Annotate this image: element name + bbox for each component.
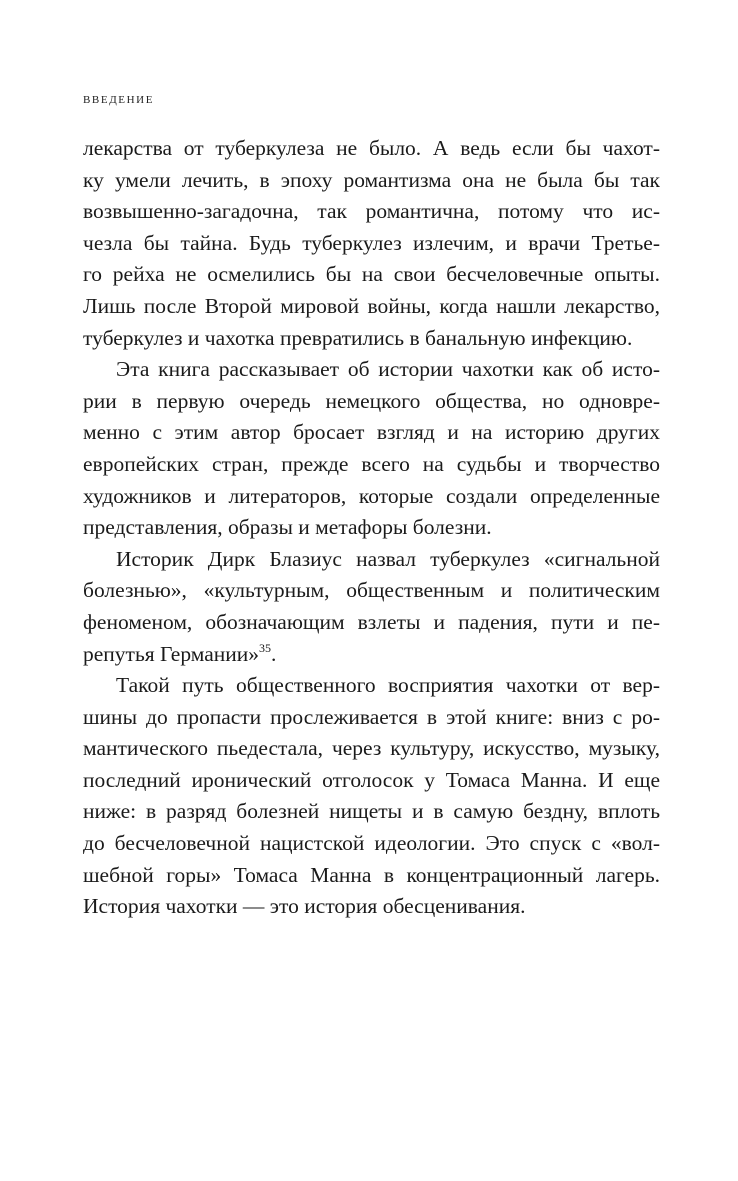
text-line: чезла бы тайна. Будь туберкулез излечим, и врачи Третье-: [83, 230, 660, 255]
paragraph-1: [83, 133, 660, 354]
text-line: ниже: в разряд болезней нищеты и в самую бездну, вплоть: [83, 799, 660, 824]
text-line: феноменом, обозначающим взлеты и падения, пути и пе-: [83, 609, 660, 634]
line-text: репутья Германии»: [83, 641, 260, 666]
text-line: го рейха не осмелились бы на свои бесчеловечные опыты.: [83, 262, 660, 287]
line-end-punctuation: .: [271, 641, 277, 666]
text-line: европейских стран, прежде всего на судьбы и творчество: [83, 451, 660, 476]
text-line: Эта книга рассказывает об истории чахотки как об исто-: [116, 357, 660, 382]
paragraph-3: [83, 544, 660, 670]
paragraph-2: [83, 354, 660, 544]
text-line: История чахотки — это история обесценивания.: [83, 894, 526, 919]
text-line: [83, 639, 660, 671]
running-head: ВВЕДЕНИЕ: [83, 94, 155, 106]
text-line: художников и литераторов, которые создали определенные: [83, 483, 660, 508]
text-line: лекарства от туберкулеза не было. А ведь если бы чахот-: [83, 136, 660, 160]
text-line: последний иронический отголосок у Томаса Манна. И еще: [83, 767, 660, 792]
text-line: рии в первую очередь немецкого общества, но одновре-: [83, 388, 660, 413]
text-line: туберкулез и чахотка превратились в банальную инфекцию.: [83, 325, 633, 350]
body-text: [83, 133, 660, 923]
text-line: ку умели лечить, в эпоху романтизма она не была бы так: [83, 167, 660, 192]
text-line: болезнью», «культурным, общественным и политическим: [83, 578, 660, 603]
text-line: шебной горы» Томаса Манна в концентрационный лагерь.: [83, 862, 660, 887]
text-line: шины до пропасти прослеживается в этой книге: вниз с ро-: [83, 704, 660, 729]
text-line: представления, образы и метафоры болезни.: [83, 515, 492, 540]
text-line: возвышенно-загадочна, так романтична, потому что ис-: [83, 199, 660, 224]
text-line: Такой путь общественного восприятия чахотки от вер-: [116, 673, 660, 698]
text-line: мантического пьедестала, через культуру, искусство, музыку,: [83, 736, 660, 761]
text-line: Лишь после Второй мировой войны, когда нашли лекарство,: [83, 293, 660, 318]
text-line: Историк Дирк Блазиус назвал туберкулез «сигнальной: [116, 546, 660, 571]
text-line: менно с этим автор бросает взгляд и на историю других: [83, 420, 660, 445]
footnote-marker[interactable]: 35: [259, 640, 272, 655]
text-line: до бесчеловечной нацистской идеологии. Это спуск с «вол-: [83, 831, 660, 856]
paragraph-4: [83, 670, 660, 923]
